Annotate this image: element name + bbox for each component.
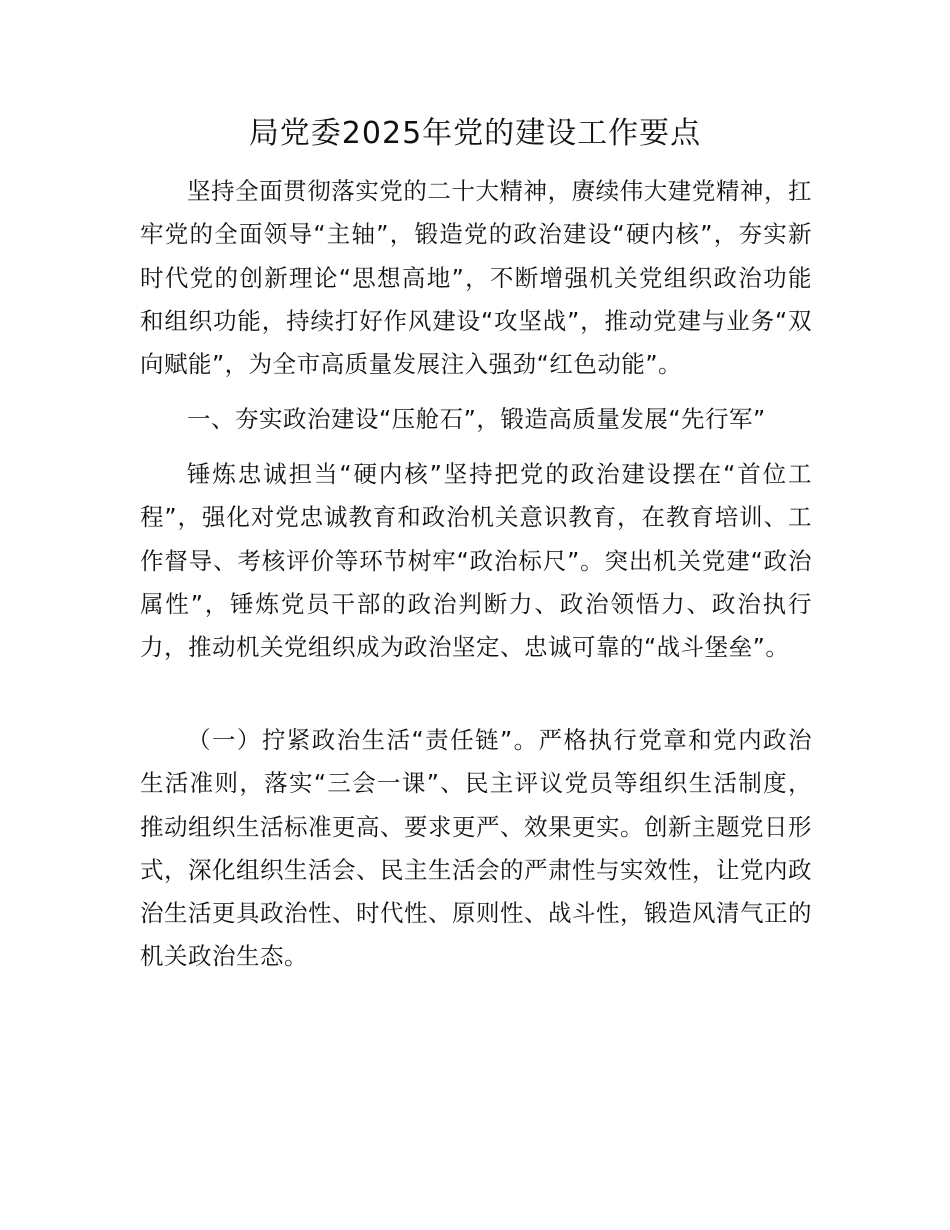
document-title: 局党委2025年党的建设工作要点 (248, 116, 702, 151)
subsection-1-paragraph: （一）拧紧政治生活“责任链”。严格执行党章和党内政治生活准则，落实“三会一课”、民主评议党员等组织生活制度，推动组织生活标准更高、要求更严、效果更实。创新主题党日形式，深化组织生活会、民主生活会的严肃性与实效性，让党内政治生活更具政治性、时代性、原则性、战斗性，锻造风清气正的机关政治生态。 (140, 726, 812, 971)
intro-paragraph: 坚持全面贯彻落实党的二十大精神，赓续伟大建党精神，扛牢党的全面领导“主轴”，锻造党的政治建设“硬内核”，夯实新时代党的创新理论“思想高地”，不断增强机关党组织政治功能和组织功能，持续打好作风建设“攻坚战”，推动党建与业务“双向赋能”，为全市高质量发展注入强劲“红色动能”。 (140, 177, 812, 379)
section-heading-1: 一、夯实政治建设“压舱石”，锻造高质量发展“先行军” (187, 405, 766, 433)
section-1-paragraph: 锤炼忠诚担当“硬内核”坚持把党的政治建设摆在“首位工程”，强化对党忠诚教育和政治机关意识教育，在教育培训、工作督导、考核评价等环节树牢“政治标尺”。突出机关党建“政治属性”，锤炼党员干部的政治判断力、政治领悟力、政治执行力，推动机关党组织成为政治坚定、忠诚可靠的“战斗堡垒”。 (140, 460, 812, 662)
